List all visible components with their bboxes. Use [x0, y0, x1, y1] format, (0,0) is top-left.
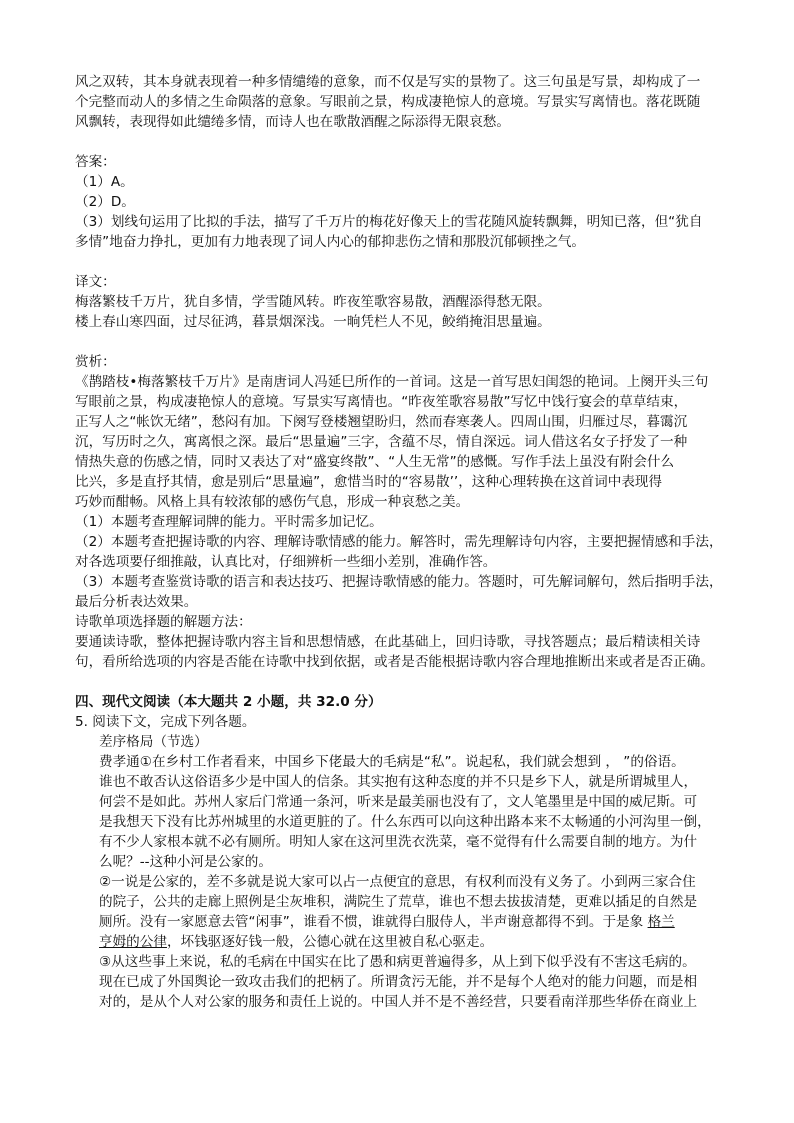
analysis-line: 比兴，多是直抒其情，愈是别后“思量遍”，愈惜当时的“容易散’’，这种心理转换在这首词中表现得 [75, 474, 663, 490]
analysis-line: （1）本题考查理解词牌的能力。平时需多加记忆。 [75, 514, 383, 530]
passage-text: ，坏钱驱逐好钱一般，公德心就在这里被自私心驱走。 [166, 934, 494, 950]
analysis-line: 诗歌单项选择题的解题方法： [75, 614, 252, 630]
passage-line: 费孝通①在乡村工作者看来，中国乡下佬最大的毛病是“私”。说起私，我们就会想到 ， ”的俗语。 [99, 754, 685, 770]
passage-title: 差序格局（节选） [99, 734, 208, 750]
analysis-line: 句，看所给选项的内容是否能在诗歌中找到依据，或者是否能根据诗歌内容合理地推断出来或者是否正确。 [75, 654, 714, 670]
question-five: 5. 阅读下文，完成下列各题。 [75, 714, 256, 730]
passage-line [75, 932, 725, 952]
passage-paragraph-3 [75, 952, 725, 1012]
analysis-line: 沉，写历时之久，寓离恨之深。最后“思量遍”三字，含蕴不尽，情自深远。词人借这名女子抒发了一种 [75, 434, 688, 450]
passage-line: ②一说是公家的，差不多就是说大家可以占一点便宜的意思，有权利而没有义务了。小到两三家合住 [99, 874, 696, 890]
translation-heading: 译文： [75, 274, 116, 290]
passage-paragraph-1 [75, 752, 725, 872]
passage-line: ③从这些事上来说，私的毛病在中国实在比了愚和病更普遍得多，从上到下似乎没有不害这毛病的。 [99, 954, 696, 970]
answer-item: （2）D。 [75, 194, 135, 210]
intro-line: 个完整而动人的多情之生命陨落的意象。写眼前之景，构成凄艳惊人的意境。写景实写离情也。落花既随 [75, 94, 701, 110]
section-four [75, 692, 725, 1012]
passage-line: 谁也不敢否认这俗语多少是中国人的信条。其实抱有这种态度的并不只是乡下人，就是所谓城里人， [99, 774, 698, 790]
answer-item: （1）A。 [75, 174, 134, 190]
analysis-section [75, 352, 725, 672]
underlined-term: 亨姆的公律 [99, 934, 167, 950]
answer-heading: 答案： [75, 154, 116, 170]
analysis-line: 巧妙而酣畅。风格上具有较浓郁的感伤气息，形成一种哀愁之美。 [75, 494, 470, 510]
intro-paragraph [75, 72, 725, 132]
intro-line: 风之双转，其本身就表现着一种多情缱绻的意象，而不仅是写实的景物了。这三句虽是写景，却构成了一 [75, 74, 701, 90]
analysis-line: 《鹊踏枝•梅落繁枝千万片》是南唐词人冯延巳所作的一首词。这是一首写思妇闺怨的艳词。上阕开头三句 [75, 374, 709, 390]
translation-section [75, 272, 725, 332]
passage-line: 么呢？--这种小河是公家的。 [99, 854, 272, 870]
analysis-heading: 赏析： [75, 354, 116, 370]
passage-line: 对的，是从个人对公家的服务和责任上说的。中国人并不是不善经营，只要看南洋那些华侨在商业上 [99, 994, 698, 1010]
analysis-line: 对各选项要仔细推敲，认真比对，仔细辨析一些细小差别，准确作答。 [75, 554, 497, 570]
passage-paragraph-2 [75, 872, 725, 952]
answer-section [75, 152, 725, 252]
analysis-line: 情热失意的伤感之情，同时又表达了对“盛宴终散”、“人生无常”的感慨。写作手法上虽没有附会什么 [75, 454, 675, 470]
passage-line: 现在已成了外国舆论一致攻击我们的把柄了。所谓贪污无能，并不是每个人绝对的能力问题，而是相 [99, 974, 698, 990]
answer-item: 多情”地奋力挣扎，更加有力地表现了词人内心的郁抑悲伤之情和那股沉郁顿挫之气。 [75, 234, 586, 250]
translation-line: 梅落繁枝千万片，犹自多情，学雪随风转。昨夜笙歌容易散，酒醒添得愁无限。 [75, 294, 551, 310]
translation-line: 楼上春山寒四面，过尽征鸿，暮景烟深浅。一晌凭栏人不见，鲛绡掩泪思量遍。 [75, 314, 551, 330]
answer-item: （3）划线句运用了比拟的手法，描写了千万片的梅花好像天上的雪花随风旋转飘舞，明知已落，但“犹自 [75, 214, 703, 230]
passage-text: 厕所。没有一家愿意去管“闲事”，谁看不惯，谁就得白服侍人，半声谢意都得不到。于是象 [99, 914, 648, 930]
analysis-line: （3）本题考查鉴赏诗歌的语言和表达技巧、把握诗歌情感的能力。答题时，可先解词解句，然后指明手法， [75, 574, 723, 590]
passage-line: 何尝不是如此。苏州人家后门常通一条河，听来是最美丽也没有了，文人笔墨里是中国的威尼斯。可 [99, 794, 698, 810]
analysis-line: 最后分析表达效果。 [75, 594, 198, 610]
section-heading: 四、现代文阅读（本大题共 2 小题，共 32.0 分） [75, 694, 382, 710]
analysis-line: 正写人之“帐饮无绪”，愁闷有加。下阕写登楼翘望盼归，然而春寒袭人。四周山围，归雁过尽，暮霭沉 [75, 414, 688, 430]
document-page [75, 72, 725, 1012]
passage-line [75, 912, 725, 932]
analysis-line: 要通读诗歌，整体把握诗歌内容主旨和思想情感，在此基础上，回归诗歌，寻找答题点；最后精读相关诗 [75, 634, 701, 650]
analysis-line: 写眼前之景，构成凄艳惊人的意境。写景实写离情也。“昨夜笙歌容易散”写忆中饯行宴会的草草结束， [75, 394, 688, 410]
analysis-line: （2）本题考查把握诗歌的内容、理解诗歌情感的能力。解答时，需先理解诗句内容，主要把握情感和手法， [75, 534, 723, 550]
underlined-term: 格兰 [647, 914, 675, 930]
passage-line: 的院子，公共的走廊上照例是尘灰堆积，满院生了荒草，谁也不想去拔拔清楚，更难以插足的自然是 [99, 894, 698, 910]
intro-line: 风飘转，表现得如此缱绻多情，而诗人也在歌散酒醒之际添得无限哀愁。 [75, 114, 510, 130]
passage-line: 是我想天下没有比苏州城里的水道更脏的了。什么东西可以向这种出路本来不太畅通的小河沟里一倒， [99, 814, 711, 830]
passage-line: 有不少人家根本就不必有厕所。明知人家在这河里洗衣洗菜，毫不觉得有什么需要自制的地方。为什 [99, 834, 698, 850]
